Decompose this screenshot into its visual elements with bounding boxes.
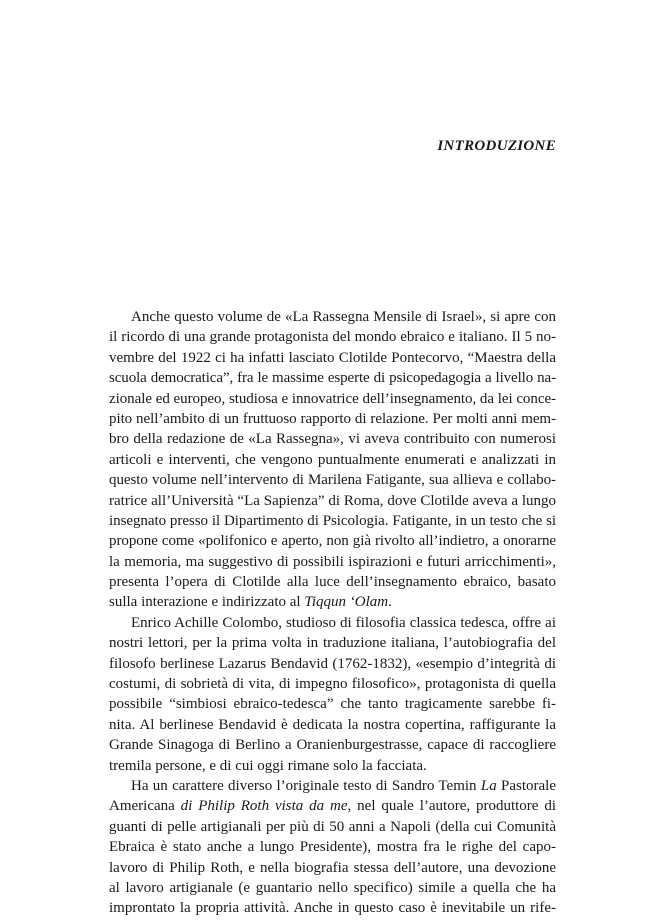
text-segment: Pastorale [496,777,556,794]
text-line [109,776,556,796]
text-line [109,429,556,449]
text-segment: . [388,594,392,611]
text-segment: lavoro di Philip Roth, e nella biografia stessa dell’autore, una devozione [109,859,556,876]
text-line [109,348,556,368]
text-line [109,898,556,918]
text-segment: la memoria, ma suggestivo di possibili ispirazioni e futuri arricchimenti», [109,553,556,570]
text-line [109,592,556,612]
text-segment: articoli e interventi, che vengono puntualmente enumerati e analizzati in [109,451,556,468]
text-segment: , nel quale l’autore, produttore di [347,798,556,815]
italic-segment: Tiqqun ‘Olam [304,594,389,611]
text-segment: Enrico Achille Colombo, studioso di filosofia classica tedesca, offre ai [131,614,556,631]
text-segment: Ebraica è stato anche a lungo Presidente), mostra fra le righe del capo- [109,839,556,856]
text-segment: propone come «polifonico e aperto, non già rivolto all’indietro, a onorarne [109,533,556,550]
text-line [109,817,556,837]
text-line [109,715,556,735]
text-line [109,531,556,551]
text-line [109,368,556,388]
paragraph [109,307,556,613]
italic-segment: di Philip Roth vista da me [180,798,348,815]
text-segment: guanti di pelle artigianali per più di 50 anni a Napoli (della cui Comunità [109,818,556,835]
text-line [109,633,556,653]
text-segment: vembre del 1922 ci ha infatti lasciato Clotilde Pontecorvo, “Maestra della [109,349,556,366]
body-text [109,307,556,919]
text-line [109,572,556,592]
text-segment: Anche questo volume de «La Rassegna Mensile di Israel», si apre con [131,309,556,325]
text-segment: costumi, di sobrietà di vita, di impegno filosofico», protagonista di quella [109,676,556,693]
text-segment: scuola democratica”, fra le massime esperte di psicopedagogia a livello na- [109,370,556,387]
text-line [109,450,556,470]
page-title: INTRODUZIONE [437,138,556,154]
text-line [109,878,556,898]
text-line [109,470,556,490]
text-segment: nostri lettori, per la prima volta in traduzione italiana, l’autobiografia del [109,635,556,652]
text-line [109,307,556,327]
text-segment: possibile “simbiosi ebraico-tedesca” che tanto tragicamente sarebbe fi- [109,696,556,713]
text-segment: sulla interazione e indirizzato al [109,594,305,611]
text-line [109,491,556,511]
text-segment: filosofo berlinese Lazarus Bendavid (1762-1832), «esempio d’integrità di [109,655,556,672]
paragraph [109,776,556,919]
text-line [109,837,556,857]
text-segment: questo volume nell’intervento di Marilena Fatigante, sua allieva e collabo- [109,472,556,489]
text-line [109,613,556,633]
text-line [109,654,556,674]
text-segment: improntato la propria attività. Anche in questo caso è inevitabile un rife- [109,900,556,917]
text-line [109,409,556,429]
text-line [109,389,556,409]
text-line [109,327,556,347]
text-segment: nita. Al berlinese Bendavid è dedicata la nostra copertina, raffigurante la [109,716,556,733]
text-segment: pito nell’ambito di un fruttuoso rapporto di relazione. Per molti anni mem- [109,410,556,427]
text-line [109,674,556,694]
italic-segment: La [480,777,497,794]
text-segment: presenta l’opera di Clotilde alla luce dell’insegnamento ebraico, basato [109,574,556,591]
text-segment: Ha un carattere diverso l’originale testo di Sandro Temin [131,777,481,794]
text-line [109,511,556,531]
text-line [109,694,556,714]
text-segment: Americana [109,798,181,815]
text-line [109,858,556,878]
text-line [109,552,556,572]
text-segment: al lavoro artigianale (e guantario nello specifico) simile a quella che ha [109,879,556,896]
text-line [109,756,556,776]
text-segment: tremila persone, e di cui oggi rimane solo la facciata. [109,757,427,774]
text-line [109,735,556,755]
text-segment: Grande Sinagoga di Berlino a Oranienburgestrasse, capace di raccogliere [109,737,556,754]
text-line [109,796,556,816]
text-segment: zionale ed europeo, studiosa e innovatrice dell’insegnamento, da lei conce- [109,390,556,407]
text-segment: ratrice all’Università “La Sapienza” di Roma, dove Clotilde aveva a lungo [109,492,556,509]
text-segment: bro della redazione de «La Rassegna», vi aveva contribuito con numerosi [109,431,556,448]
text-segment: insegnato presso il Dipartimento di Psicologia. Fatigante, in un testo che si [109,512,556,529]
text-segment: il ricordo di una grande protagonista del mondo ebraico e italiano. Il 5 no- [109,329,556,346]
paragraph [109,613,556,776]
